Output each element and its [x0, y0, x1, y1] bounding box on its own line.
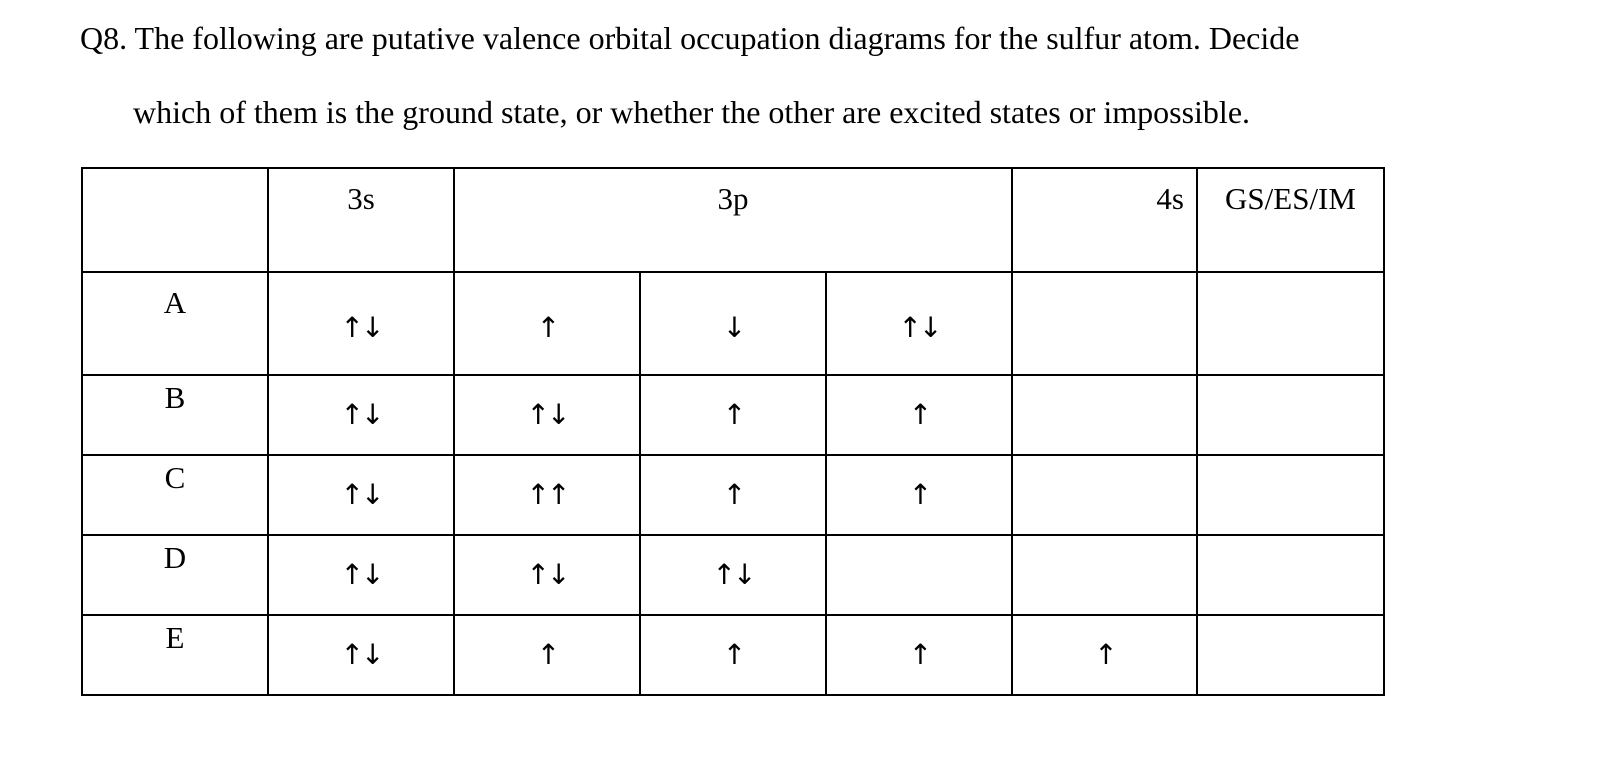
- orbital-3p3-cell: [826, 455, 1012, 535]
- row-label-cell: [82, 535, 268, 615]
- table-row: [82, 455, 1384, 535]
- orbital-3p1-cell: [454, 375, 640, 455]
- electron-arrows: ↑↑: [526, 478, 568, 511]
- electron-arrows: ↑↓: [526, 558, 568, 591]
- orbital-3p1-cell: [454, 455, 640, 535]
- electron-arrows: ↑↓: [340, 558, 382, 591]
- row-label: C: [164, 460, 186, 495]
- question-line-1: Q8. The following are putative valence orbital occupation diagrams for the sulfur atom. Decide: [80, 20, 1300, 56]
- orbital-3s-cell: [268, 535, 454, 615]
- answer-cell[interactable]: [1197, 615, 1384, 695]
- orbital-3s-cell: [268, 375, 454, 455]
- header-3s-cell: [268, 168, 454, 272]
- electron-arrows: ↑: [908, 478, 930, 511]
- orbital-3p1-cell: [454, 615, 640, 695]
- electron-arrows: ↑: [722, 398, 744, 431]
- answer-cell[interactable]: [1197, 375, 1384, 455]
- electron-arrows: ↑↓: [340, 638, 382, 671]
- electron-arrows: ↑: [908, 398, 930, 431]
- orbital-table: [81, 167, 1385, 696]
- table-row: [82, 375, 1384, 455]
- row-label: A: [163, 285, 187, 320]
- orbital-3p2-cell: [640, 615, 826, 695]
- header-3p-cell: [454, 168, 1012, 272]
- header-row: [82, 168, 1384, 272]
- orbital-3p3-cell: [826, 375, 1012, 455]
- orbital-4s-cell: [1012, 535, 1197, 615]
- orbital-3p2-cell: [640, 535, 826, 615]
- header-answer-cell: [1197, 168, 1384, 272]
- row-label-cell: [82, 615, 268, 695]
- orbital-3p1-cell: [454, 535, 640, 615]
- electron-arrows: ↑↓: [712, 558, 754, 591]
- orbital-3s-cell: [268, 272, 454, 375]
- electron-arrows: ↑↓: [526, 398, 568, 431]
- orbital-3p3-cell: [826, 272, 1012, 375]
- orbital-4s-cell: [1012, 375, 1197, 455]
- question-line-2: which of them is the ground state, or whether the other are excited states or impossible.: [133, 94, 1251, 130]
- orbital-3p2-cell: [640, 455, 826, 535]
- header-4s-cell: [1012, 168, 1197, 272]
- row-label-cell: [82, 272, 268, 375]
- orbital-3p2-cell: [640, 375, 826, 455]
- row-label: D: [163, 540, 187, 575]
- orbital-3p3-cell: [826, 535, 1012, 615]
- answer-cell[interactable]: [1197, 455, 1384, 535]
- electron-arrows: ↑↓: [340, 311, 382, 344]
- electron-arrows: ↑↓: [340, 478, 382, 511]
- header-4s: 4s: [1156, 181, 1184, 216]
- electron-arrows: ↓: [722, 311, 744, 344]
- row-label-cell: [82, 375, 268, 455]
- electron-arrows: ↑↓: [898, 311, 940, 344]
- orbital-3s-cell: [268, 615, 454, 695]
- answer-cell[interactable]: [1197, 535, 1384, 615]
- orbital-3p3-cell: [826, 615, 1012, 695]
- orbital-3s-cell: [268, 455, 454, 535]
- header-3p: 3p: [717, 181, 749, 216]
- electron-arrows: ↑: [536, 638, 558, 671]
- table-row: [82, 535, 1384, 615]
- electron-arrows: ↑↓: [340, 398, 382, 431]
- electron-arrows: ↑: [722, 638, 744, 671]
- table-row: [82, 272, 1384, 375]
- orbital-3p1-cell: [454, 272, 640, 375]
- header-3s: 3s: [347, 181, 375, 216]
- row-label: B: [164, 380, 186, 415]
- electron-arrows: ↑: [536, 311, 558, 344]
- orbital-4s-cell: [1012, 455, 1197, 535]
- row-label: E: [165, 620, 185, 655]
- electron-arrows: ↑: [908, 638, 930, 671]
- table-row: [82, 615, 1384, 695]
- orbital-4s-cell: [1012, 272, 1197, 375]
- answer-cell[interactable]: [1197, 272, 1384, 375]
- electron-arrows: ↑: [1094, 638, 1115, 671]
- orbital-4s-cell: [1012, 615, 1197, 695]
- row-label-cell: [82, 455, 268, 535]
- orbital-3p2-cell: [640, 272, 826, 375]
- electron-arrows: ↑: [722, 478, 744, 511]
- header-label-cell: [82, 168, 268, 272]
- header-answer: GS/ES/IM: [1225, 181, 1356, 216]
